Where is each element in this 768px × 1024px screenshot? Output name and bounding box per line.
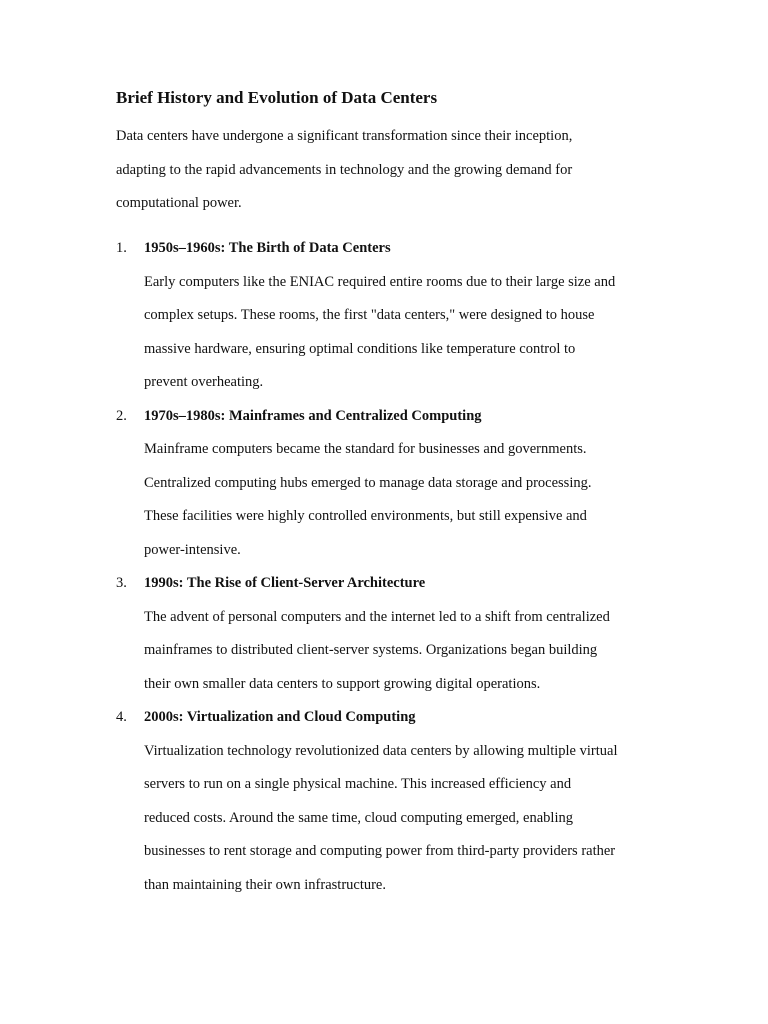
body-line: their own smaller data centers to support growing digital operations.: [144, 675, 541, 692]
intro-line: computational power.: [116, 195, 242, 211]
list-item-number: 1.: [116, 240, 127, 256]
intro-line: Data centers have undergone a significant transformation since their inception,: [116, 128, 573, 144]
list-item-body: [144, 735, 676, 903]
list-item-heading: 2000s: Virtualization and Cloud Computing: [144, 709, 416, 725]
list-item: [116, 400, 676, 568]
body-line: Virtualization technology revolutionized data centers by allowing multiple virtual: [144, 742, 618, 759]
body-line: reduced costs. Around the same time, cloud computing emerged, enabling: [144, 809, 573, 826]
list-item-body: [144, 266, 676, 400]
body-line: Centralized computing hubs emerged to manage data storage and processing.: [144, 474, 592, 491]
body-line: Mainframe computers became the standard for businesses and governments.: [144, 441, 587, 457]
body-line: mainframes to distributed client-server systems. Organizations began building: [144, 642, 598, 658]
body-line: servers to run on a single physical machine. This increased efficiency and: [144, 776, 572, 792]
document-title: Brief History and Evolution of Data Centers: [116, 88, 438, 107]
list-item: [116, 232, 676, 400]
list-item-body: [144, 433, 676, 567]
list-item: [116, 701, 676, 902]
body-line: These facilities were highly controlled environments, but still expensive and: [144, 508, 587, 524]
intro-line: adapting to the rapid advancements in technology and the growing demand for: [116, 161, 573, 178]
body-line: prevent overheating.: [144, 374, 264, 390]
list-item-body: [144, 601, 676, 702]
body-line: massive hardware, ensuring optimal conditions like temperature control to: [144, 340, 576, 357]
list-item-number: 4.: [116, 709, 127, 725]
list-item-number: 3.: [116, 575, 127, 591]
body-line: Early computers like the ENIAC required entire rooms due to their large size and: [144, 273, 616, 290]
list-item-heading: 1970s–1980s: Mainframes and Centralized Computing: [144, 407, 482, 424]
list-item-heading: 1950s–1960s: The Birth of Data Centers: [144, 240, 391, 256]
history-list: [116, 232, 676, 902]
body-line: The advent of personal computers and the internet led to a shift from centralized: [144, 608, 610, 625]
body-line: businesses to rent storage and computing power from third-party providers rather: [144, 843, 616, 859]
list-item-number: 2.: [116, 407, 127, 424]
intro-paragraph: [116, 120, 636, 221]
list-item-heading: 1990s: The Rise of Client-Server Architecture: [144, 575, 426, 591]
list-item: [116, 567, 676, 701]
body-line: complex setups. These rooms, the first "data centers," were designed to house: [144, 307, 595, 323]
body-line: than maintaining their own infrastructure.: [144, 876, 386, 893]
body-line: power-intensive.: [144, 541, 241, 558]
